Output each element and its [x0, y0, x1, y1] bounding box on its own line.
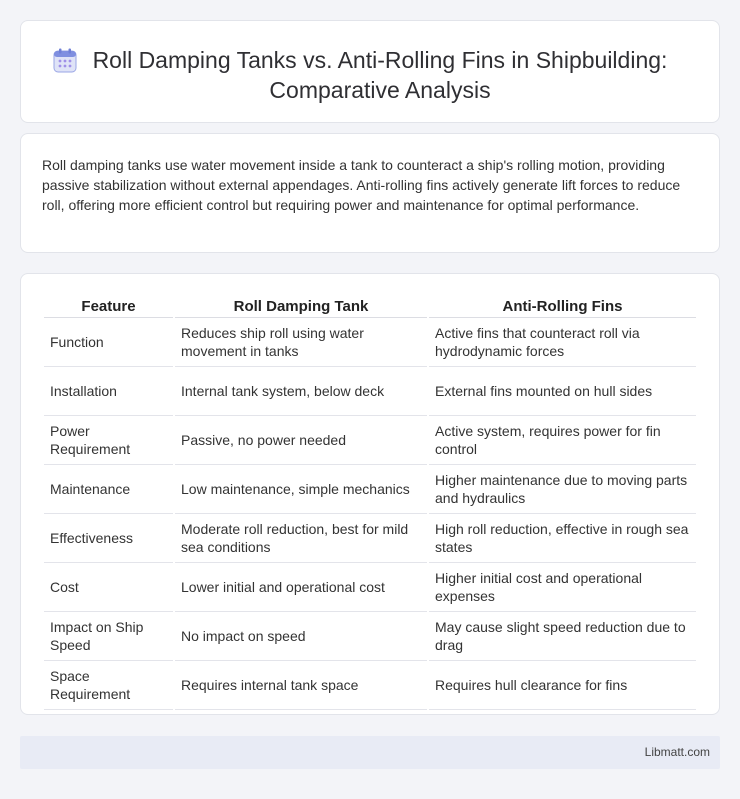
table-cell: Moderate roll reduction, best for mild sea conditions: [175, 514, 427, 563]
table-row: [44, 367, 696, 416]
table-header-row: [44, 296, 696, 318]
table-cell: High roll reduction, effective in rough sea states: [429, 514, 696, 563]
table-cell: Internal tank system, below deck: [175, 367, 427, 416]
page-title: Roll Damping Tanks vs. Anti-Rolling Fins in Shipbuilding: Comparative Analysis: [92, 47, 668, 103]
table-cell: Function: [44, 318, 173, 367]
table-cell: Maintenance: [44, 465, 173, 514]
title-wrap: [21, 45, 719, 105]
table-cell: Impact on Ship Speed: [44, 612, 173, 661]
table-cell: Space Requirement: [44, 661, 173, 710]
table-cell: Low maintenance, simple mechanics: [175, 465, 427, 514]
column-header-anti-rolling-fins: Anti-Rolling Fins: [429, 296, 696, 318]
title-card: [20, 20, 720, 123]
table-row: [44, 661, 696, 710]
table-cell: Higher initial cost and operational expenses: [429, 563, 696, 612]
column-header-feature: Feature: [44, 296, 173, 318]
intro-text: Roll damping tanks use water movement inside a tank to counteract a ship's rolling motion, providing passive stabilization without external appendages. Anti-rolling fins actively generate lift forces to reduce roll, offering more efficient control but requiring power and maintenance for optimal performance.: [42, 157, 681, 213]
table-cell: Effectiveness: [44, 514, 173, 563]
comparison-table: [42, 296, 698, 710]
column-header-roll-damping-tank: Roll Damping Tank: [175, 296, 427, 318]
table-cell: Active system, requires power for fin control: [429, 416, 696, 465]
table-cell: Reduces ship roll using water movement in tanks: [175, 318, 427, 367]
table-cell: Power Requirement: [44, 416, 173, 465]
table-cell: No impact on speed: [175, 612, 427, 661]
table-cell: Lower initial and operational cost: [175, 563, 427, 612]
table-cell: External fins mounted on hull sides: [429, 367, 696, 416]
table-row: [44, 563, 696, 612]
table-cell: Active fins that counteract roll via hydrodynamic forces: [429, 318, 696, 367]
table-cell: Cost: [44, 563, 173, 612]
table-cell: Installation: [44, 367, 173, 416]
table-row: [44, 465, 696, 514]
comparison-card: [20, 273, 720, 715]
calendar-icon: [53, 48, 77, 74]
table-row: [44, 612, 696, 661]
footer-brand: Libmatt.com: [644, 745, 710, 759]
table-row: [44, 416, 696, 465]
intro-card: [20, 133, 720, 253]
table-cell: Requires hull clearance for fins: [429, 661, 696, 710]
table-cell: Passive, no power needed: [175, 416, 427, 465]
table-cell: May cause slight speed reduction due to drag: [429, 612, 696, 661]
table-cell: Higher maintenance due to moving parts and hydraulics: [429, 465, 696, 514]
table-cell: Requires internal tank space: [175, 661, 427, 710]
footer: [20, 736, 720, 769]
table-row: [44, 318, 696, 367]
table-row: [44, 514, 696, 563]
